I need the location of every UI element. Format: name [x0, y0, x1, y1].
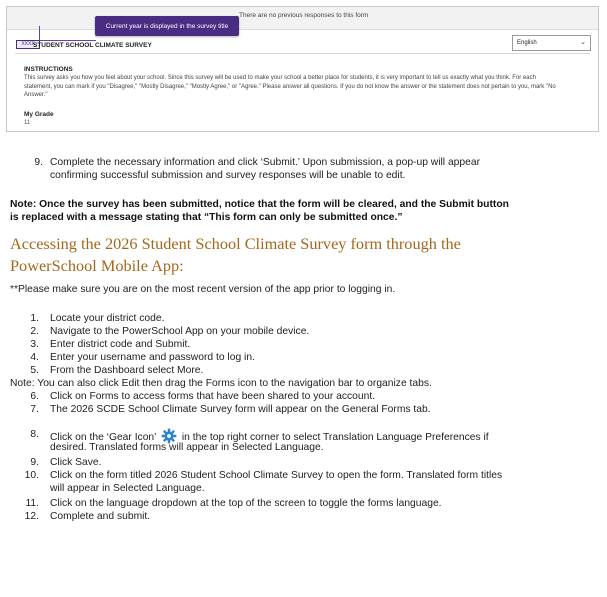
- step-text: Locate your district code.: [50, 313, 165, 324]
- step-text: Enter district code and Submit.: [50, 339, 191, 350]
- step-text-continued: confirming successful submission and survey responses will be unable to edit.: [50, 170, 406, 181]
- instructions-line-1: This survey asks you how you feel about your school. Since this survey will be used to make your school a better place for students, it is very important to tell us exactly what you think. For each: [24, 75, 536, 81]
- step-text: From the Dashboard select More.: [50, 365, 204, 376]
- step-text: Click on the form titled 2026 Student School Climate Survey to open the form. Translated form titles: [50, 470, 503, 481]
- step-text-continued: will appear in Selected Language.: [50, 483, 205, 494]
- step-number: 12.: [24, 511, 39, 522]
- language-select-value: English: [517, 40, 537, 46]
- step-text: Enter your username and password to log in.: [50, 352, 255, 363]
- step-number: 1.: [30, 313, 39, 324]
- callout-pointer: [39, 26, 96, 41]
- section-heading: Accessing the 2026 Student School Climate Survey form through the: [10, 234, 461, 253]
- language-select[interactable]: [512, 35, 591, 51]
- step-number: 8.: [30, 429, 39, 440]
- step-text: The 2026 SCDE School Climate Survey form will appear on the General Forms tab.: [50, 404, 431, 415]
- step-text: Complete the necessary information and click ‘Submit.’ Upon submission, a pop-up will appear: [50, 157, 481, 168]
- step-number: 11.: [25, 498, 39, 509]
- step-number: 2.: [30, 326, 39, 337]
- step-number: 3.: [30, 339, 39, 350]
- step-number: 6.: [30, 391, 39, 402]
- step-number: 4.: [30, 352, 39, 363]
- forms-icon-note: Note: You can also click Edit then drag the Forms icon to the navigation bar to organize tabs.: [10, 378, 432, 389]
- step-number: 9.: [30, 457, 39, 468]
- step-number: 9.: [34, 157, 43, 168]
- year-callout: [95, 16, 239, 36]
- instructions-line-3: Answer.": [24, 92, 48, 98]
- submission-note: Note: Once the survey has been submitted, notice that the form will be cleared, and the Submit button: [10, 199, 509, 210]
- year-badge: XXXX: [16, 40, 40, 49]
- no-previous-responses-text: There are no previous responses to this form: [239, 12, 369, 19]
- instructions-line-2: statement, you can mark if you "Disagree," "Mostly Disagree," "Mostly Agree," or "Agree." Please answer all questions. If you do not know the answer or the statement does not pertain to you, mark "No: [24, 83, 556, 90]
- survey-title: STUDENT SCHOOL CLIMATE SURVEY: [33, 42, 152, 49]
- instructions-heading: INSTRUCTIONS: [24, 66, 73, 73]
- step-number: 7.: [30, 404, 39, 415]
- step-text: Complete and submit.: [50, 511, 151, 522]
- grade-heading: My Grade: [24, 111, 54, 118]
- step-text-before-icon: Click on the ‘Gear Icon’: [50, 432, 157, 443]
- year-callout-text: Current year is displayed in the survey title: [105, 22, 229, 30]
- section-heading-continued: PowerSchool Mobile App:: [10, 256, 184, 275]
- step-text: Click on the language dropdown at the top of the screen to toggle the forms language.: [50, 498, 442, 509]
- survey-screenshot: [6, 6, 599, 132]
- step-text: Click Save.: [50, 457, 102, 468]
- grade-value: 11: [24, 120, 31, 126]
- prerequisite-note: **Please make sure you are on the most recent version of the app prior to logging in.: [10, 284, 396, 295]
- chevron-down-icon: ⌄: [580, 39, 586, 46]
- step-text-after-icon: in the top right corner to select Translation Language Preferences if: [181, 432, 489, 443]
- step-text: Click on Forms to access forms that have been shared to your account.: [50, 391, 376, 402]
- step-number: 10.: [24, 470, 39, 481]
- step-text-continued: desired. Translated forms will appear in Selected Language.: [50, 442, 324, 453]
- submission-note-continued: is replaced with a message stating that “This form can only be submitted once.”: [10, 212, 403, 223]
- divider: [15, 53, 590, 54]
- step-number: 5.: [30, 365, 39, 376]
- step-text: Navigate to the PowerSchool App on your mobile device.: [50, 326, 310, 337]
- instructions-text: [24, 74, 584, 100]
